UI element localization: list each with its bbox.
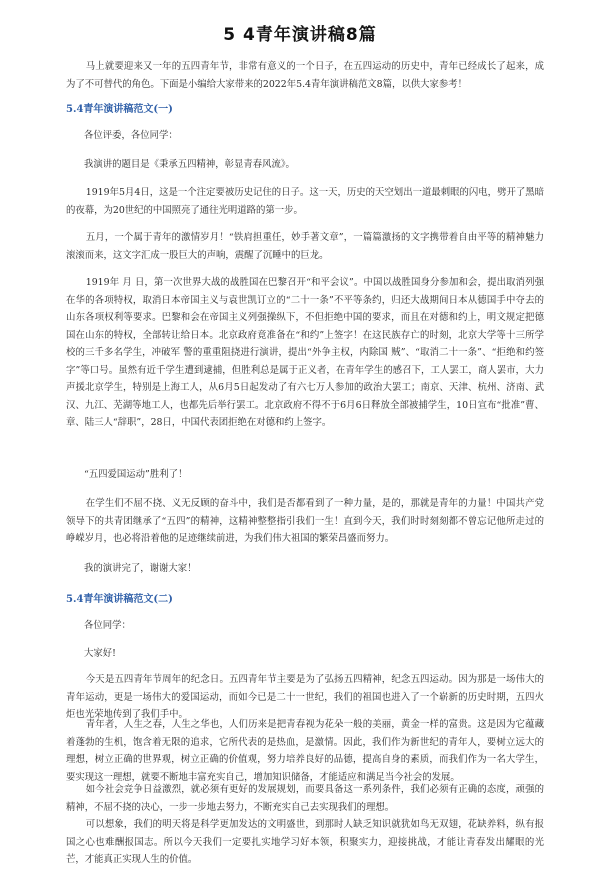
paragraph: 如今社会竞争日益激烈，就必须有更好的发展规划，而要具备这一系列条件，我们必须有正确的态度，顽强的精神，不屈不挠的决心，一步一步地去努力，不断充实自己去实现我们的理想。 [66,784,544,813]
paragraph: 我演讲的题目是《秉承五四精神，彰显青春风流》。 [84,159,295,170]
paragraph: 1919年5月4日，这是一个注定要被历史记住的日子。这一天，历史的天空划出一道最刺眼的闪电，劈开了黑暗的夜幕，为20世纪的中国照亮了通往光明道路的第一步。 [66,187,544,216]
greeting-2: 各位同学： [84,620,131,631]
paragraph: 在学生们不屈不挠、义无反顾的奋斗中，我们是否都看到了一种力量，是的，那就是青年的力量！中国共产党领导下的共青团继承了“五四”的精神，这精神整整指引我们一生！直到今天，我们时时刻刻都不曾忘记他所走过的峥嵘岁月，也必将沿着他的足迹继续前进，为我们伟大祖国的繁荣昌盛而努力。 [66,498,544,544]
page-title: 5 4青年演讲稿8篇 [223,25,377,45]
intro-paragraph: 马上就要迎来又一年的五四青年节，非常有意义的一个日子，在五四运动的历史中，青年已经成长了起来，成为了不可替代的角色。下面是小编给大家带来的2022年5.4青年演讲稿范文8篇，以供大家参考！ [66,61,544,90]
paragraph: 可以想象，我们的明天将是科学更加发达的文明盛世，到那时人缺乏知识就犹如鸟无双翅，花缺养料，纵有报国之心也难酬报国志。所以今天我们一定要扎实地学习好本领，积聚实力，迎接挑战，才能让青春发出耀眼的光芒，才能真正实现人生的价值。 [66,819,544,865]
section-heading-2: 5.4青年演讲稿范文(二) [66,594,173,605]
paragraph: 今天是五四青年节周年的纪念日。五四青年节主要是为了弘扬五四精神，纪念五四运动。因为那是一场伟大的青年运动，更是一场伟大的爱国运动，而如今已是二十一世纪，我们的祖国也进入了一个崭新的历史时期，五四火炬也光荣地传到了我们手中。 [66,674,544,720]
greeting-1: 各位评委，各位同学： [84,130,178,141]
section-heading-1: 5.4青年演讲稿范文(一) [66,104,173,115]
paragraph: 大家好! [84,648,116,659]
paragraph: 青年者，人生之春，人生之华也，人们历来是把青春视为花朵一般的美丽，黄金一样的富贵。这是因为它蕴藏着蓬勃的生机，饱含着无限的追求，它所代表的是热血，是激情。因此，我们作为新世纪的青年人，要树立远大的理想，树立正确的世界观，树立正确的价值观，努力培养良好的品德，提高自身的素质，而我们作为一名大学生，要实现这一理想，就要不断地丰富充实自己，增加知识储备，才能适应和满足当今社会的发展。 [66,719,544,783]
paragraph: 五月，一个属于青年的激情岁月！“铁肩担重任，妙手著文章”，一篇篇激扬的文字携带着自由平等的精神魅力滚滚而来，这文字汇成一股巨大的声响，震醒了沉睡中的巨龙。 [66,232,544,261]
paragraph: 我的演讲完了，谢谢大家！ [84,563,197,574]
paragraph: “五四爱国运动”胜利了！ [84,469,188,480]
paragraph: 1919年 月 日，第一次世界大战的战胜国在巴黎召开“和平会议”。中国以战胜国身分参加和会，提出取消列强在华的各项特权，取消日本帝国主义与袁世凯订立的“二十一条”不平等条约，归还大战期间日本从德国手中夺去的山东各项权利等要求。巴黎和会在帝国主义列强操纵下，不但拒绝中国的要求，而且在对德和约上，明文规定把德国在山东的特权，全部转让给日本。北京政府竟准备在“和约”上签字！在这民族存亡的时刻，北京大学等十三所学校的三千多名学生，冲破军 警的重重阻挠进行演讲，提出“外争主权，内除国 贼”、“取消二十一条”、“拒绝和约签字”等口号。虽然有近千学生遭到逮捕，但胜利总是属于正义者，在青年学生的感召下，工人罢工，商人罢市，大力声援北京学生，特别是上海工人，从6月5日起发动了有六七万人参加的政治大罢工；南京、天津、杭州、济南、武汉、九江、芜湖等地工人，也都先后举行罢工。北京政府不得不于6月6日释放全部被捕学生，10日宣布“批准”曹、章、陆三人“辞职”，28日，中国代表团拒绝在对德和约上签字。 [66,277,544,428]
